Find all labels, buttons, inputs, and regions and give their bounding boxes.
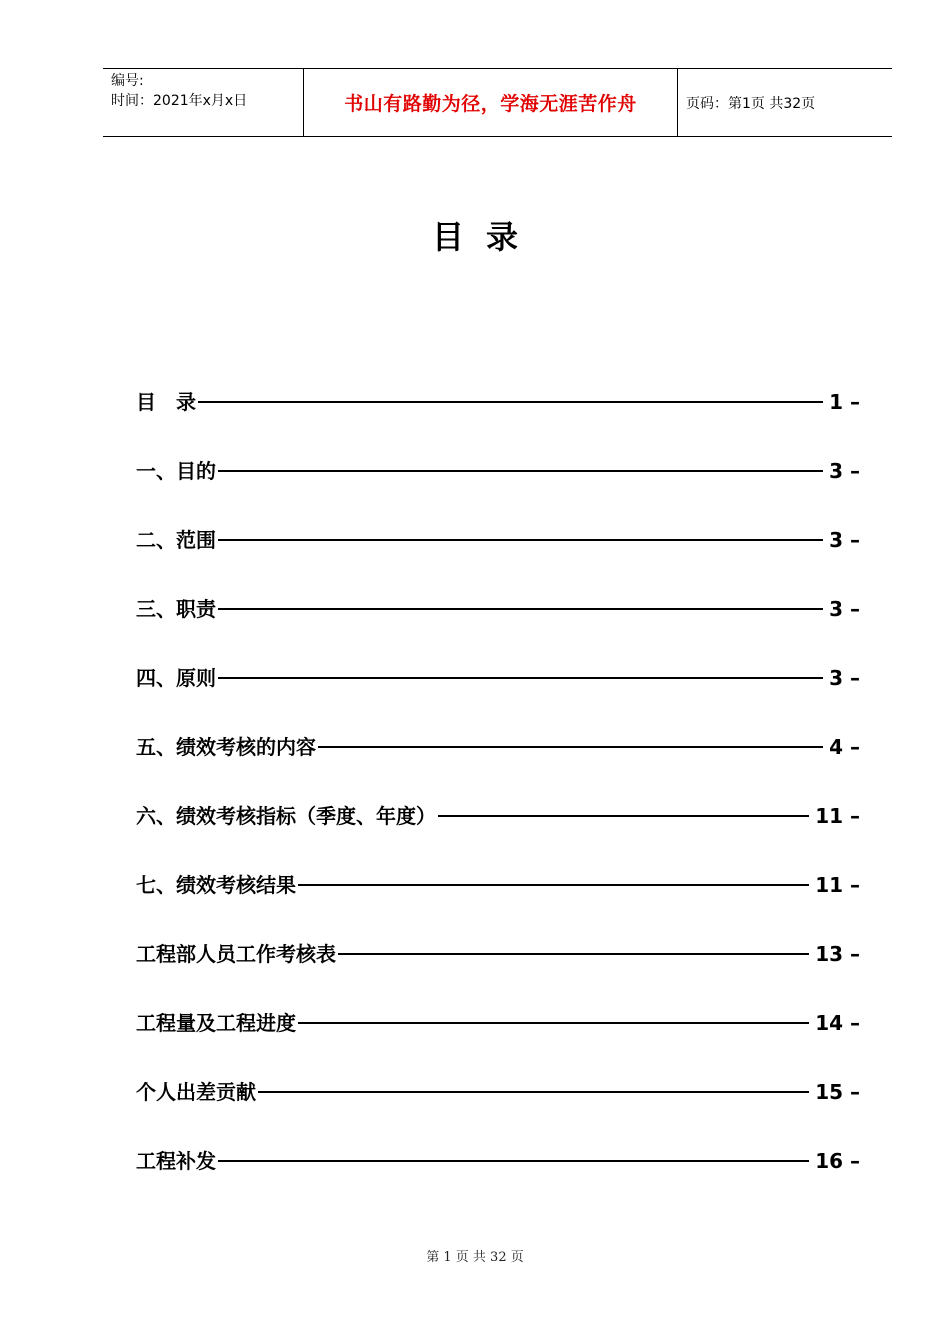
toc-entry-text: 六、绩效考核指标（季度、年度） <box>136 804 436 828</box>
toc-entry[interactable] <box>136 593 860 662</box>
page-title: 目录 <box>431 218 540 256</box>
toc-leader <box>298 884 809 886</box>
toc-entry[interactable] <box>136 800 860 869</box>
toc-entry[interactable] <box>136 938 860 1007</box>
page-footer: 第 1 页 共 32 页 <box>426 1250 524 1265</box>
toc-entry[interactable] <box>136 1007 860 1076</box>
toc-entry[interactable] <box>136 662 860 731</box>
toc-entry[interactable] <box>136 455 860 524</box>
toc-entry-page: 16 – <box>815 1149 860 1173</box>
toc-entry-text: 工程量及工程进度 <box>136 1011 296 1035</box>
toc-entry-text: 三、职责 <box>136 597 216 621</box>
toc-entry-page: 3 – <box>829 597 860 621</box>
toc-entry-page: 11 – <box>815 804 860 828</box>
toc-leader <box>438 815 809 817</box>
header-meta <box>103 69 304 136</box>
toc-entry-text: 二、范围 <box>136 528 216 552</box>
toc-leader <box>218 677 823 679</box>
toc-leader <box>338 953 809 955</box>
toc-entry[interactable] <box>136 386 860 455</box>
toc-entry-page: 4 – <box>829 735 860 759</box>
number-label: 编号: <box>111 73 144 89</box>
header-page-info: 页码：第1页 共32页 <box>686 95 816 112</box>
toc-entry-text: 工程部人员工作考核表 <box>136 942 336 966</box>
page-header <box>103 68 892 137</box>
toc-entry[interactable] <box>136 731 860 800</box>
toc-leader <box>318 746 823 748</box>
toc-leader <box>258 1091 809 1093</box>
toc-entry-page: 13 – <box>815 942 860 966</box>
header-motto: 书山有路勤为径，学海无涯苦作舟 <box>304 69 678 136</box>
toc-entry-text: 工程补发 <box>136 1149 216 1173</box>
toc-entry-page: 15 – <box>815 1080 860 1104</box>
toc-leader <box>218 1160 809 1162</box>
toc-entry-text: 一、目的 <box>136 459 216 483</box>
toc-entry[interactable] <box>136 1145 860 1214</box>
toc-entry-page: 1 – <box>829 390 860 414</box>
time-label: 时间：2021年x月x日 <box>111 93 248 109</box>
toc-leader <box>198 401 823 403</box>
toc-entry-page: 3 – <box>829 528 860 552</box>
toc-entry-page: 14 – <box>815 1011 860 1035</box>
table-of-contents <box>136 386 860 1214</box>
toc-entry-page: 3 – <box>829 459 860 483</box>
toc-entry[interactable] <box>136 1076 860 1145</box>
toc-entry-text: 五、绩效考核的内容 <box>136 735 316 759</box>
toc-leader <box>218 608 823 610</box>
toc-entry-text: 个人出差贡献 <box>136 1080 256 1104</box>
toc-entry[interactable] <box>136 869 860 938</box>
toc-entry-page: 3 – <box>829 666 860 690</box>
toc-entry-text: 四、原则 <box>136 666 216 690</box>
toc-leader <box>218 470 823 472</box>
toc-entry-text: 目 录 <box>136 390 196 414</box>
toc-leader <box>218 539 823 541</box>
toc-entry-text: 七、绩效考核结果 <box>136 873 296 897</box>
toc-entry[interactable] <box>136 524 860 593</box>
toc-leader <box>298 1022 809 1024</box>
toc-entry-page: 11 – <box>815 873 860 897</box>
